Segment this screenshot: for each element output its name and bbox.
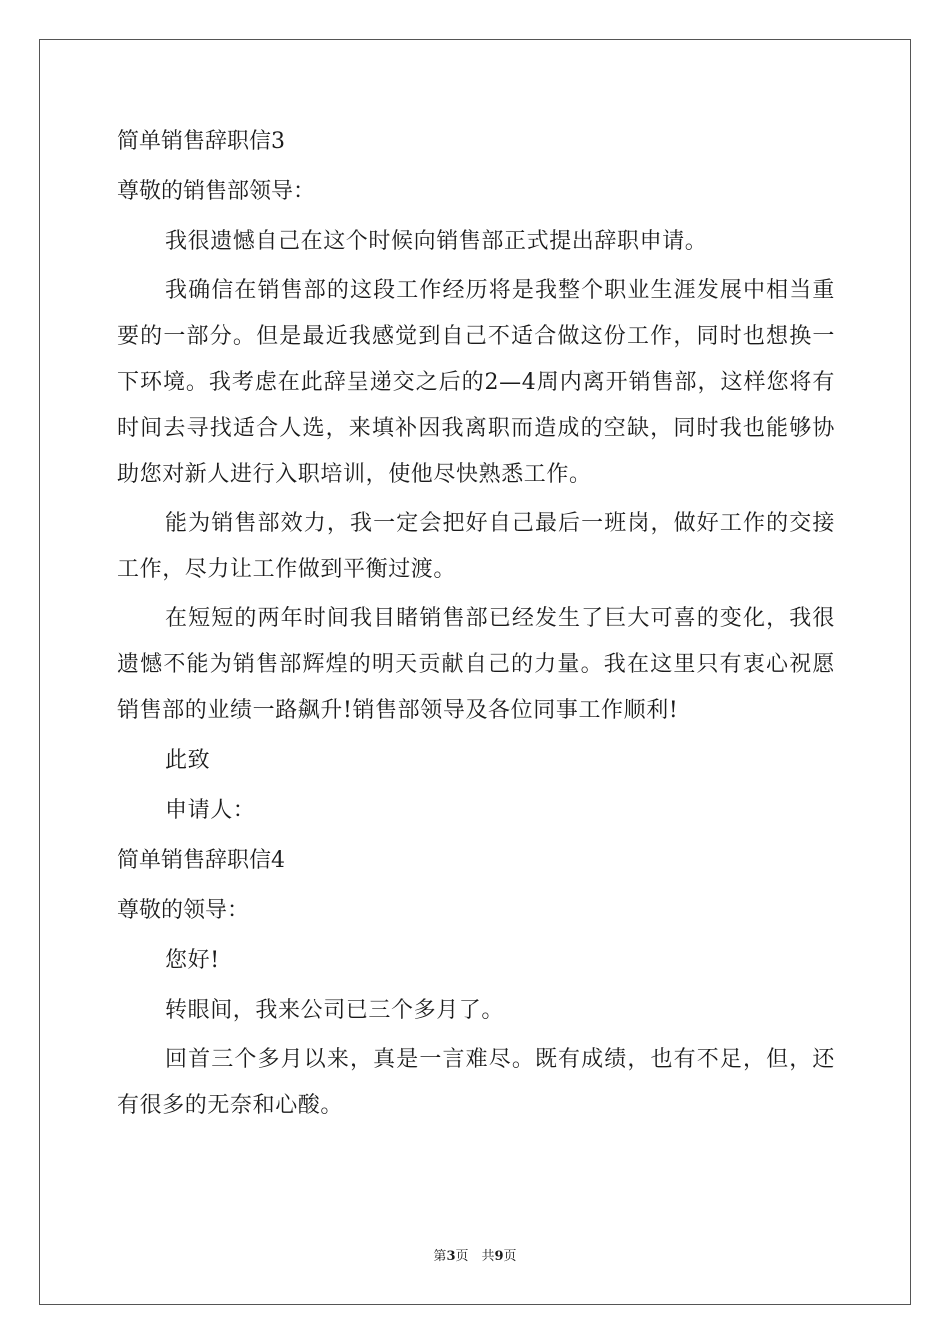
document-body: [117, 129, 835, 1143]
page-total: 9: [494, 1249, 504, 1264]
letter4-paragraph: 转眼间，我来公司已三个多月了。: [165, 998, 505, 1023]
letter4-paragraph: 回首三个多月以来，真是一言难尽。既有成绩，也有不足，但，还有很多的无奈和心酸。: [117, 1047, 835, 1118]
page-prefix: 第: [433, 1249, 447, 1264]
letter4-salutation: 尊敬的领导：: [117, 898, 250, 923]
letter3-paragraph: 我很遗憾自己在这个时候向销售部正式提出辞职申请。: [165, 229, 708, 254]
letter3-closing: 此致: [165, 748, 211, 773]
letter4-paragraph: 您好!: [165, 948, 220, 973]
page-current: 3: [446, 1249, 456, 1264]
letter3-title: 简单销售辞职信3: [117, 129, 285, 154]
page-footer: [0, 1249, 950, 1265]
letter3-paragraph: 能为销售部效力，我一定会把好自己最后一班岗，做好工作的交接工作，尽力让工作做到平衡过渡。: [117, 511, 835, 582]
page-mid: 页 共: [455, 1249, 495, 1264]
letter4-title: 简单销售辞职信4: [117, 848, 285, 873]
letter3-paragraph: 我确信在销售部的这段工作经历将是我整个职业生涯发展中相当重要的一部分。但是最近我感觉到自己不适合做这份工作，同时也想换一下环境。我考虑在此辞呈递交之后的2—4周内离开销售部，这样您将有时间去寻找适合人选，来填补因我离职而造成的空缺，同时我也能够协助您对新人进行入职培训，使他尽快熟悉工作。: [117, 278, 835, 487]
page-suffix: 页: [503, 1249, 517, 1264]
letter3-signature: 申请人：: [165, 798, 256, 823]
letter3-salutation: 尊敬的销售部领导：: [117, 179, 316, 204]
letter3-paragraph: 在短短的两年时间我目睹销售部已经发生了巨大可喜的变化，我很遗憾不能为销售部辉煌的明天贡献自己的力量。我在这里只有衷心祝愿销售部的业绩一路飙升!销售部领导及各位同事工作顺利!: [117, 606, 835, 723]
